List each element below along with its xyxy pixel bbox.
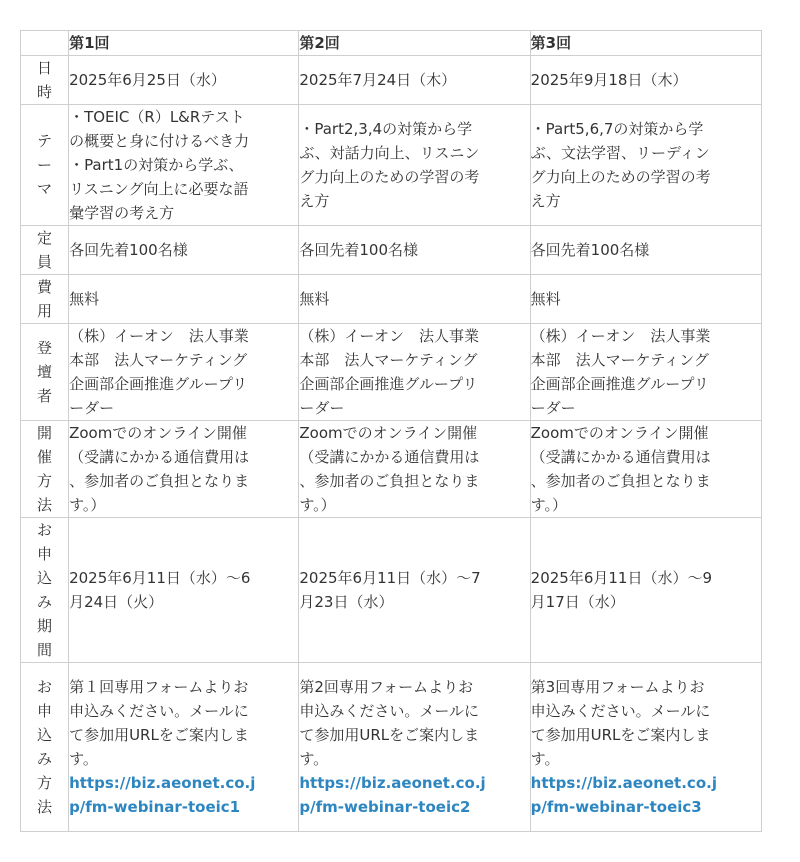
method-cell-session-3: Zoomでのオンライン開催 （受講にかかる通信費用は 、参加者のご負担となりま す。） — [530, 421, 761, 518]
capacity-cell-session-2: 各回先着100名様 — [299, 226, 530, 275]
date-cell-session-2: 2025年7月24日（木） — [299, 56, 530, 105]
period-cell-session-1: 2025年6月11日（水）〜6 月24日（火） — [69, 518, 299, 663]
row-label-theme: テ ー マ — [21, 105, 69, 226]
row-label-application-method: お 申 込 み 方 法 — [21, 663, 69, 832]
row-label-date: 日 時 — [21, 56, 69, 105]
date-cell-session-3: 2025年9月18日（木） — [530, 56, 761, 105]
table-header-row — [21, 31, 762, 56]
table-row-application-method — [21, 663, 762, 832]
method-cell-session-1: Zoomでのオンライン開催 （受講にかかる通信費用は 、参加者のご負担となりま す。） — [69, 421, 299, 518]
table-row-speaker — [21, 324, 762, 421]
theme-cell-session-1: ・TOEIC（R）L&Rテスト の概要と身に付けるべき力 ・Part1の対策から学ぶ、 リスニング向上に必要な語 彙学習の考え方 — [69, 105, 299, 226]
corner-cell — [21, 31, 69, 56]
theme-cell-session-2: ・Part2,3,4の対策から学 ぶ、対話力向上、リスニン グ力向上のための学習の考 え方 — [299, 105, 530, 226]
speaker-cell-session-1: （株）イーオン 法人事業 本部 法人マーケティング 企画部企画推進グループリ ーダー — [69, 324, 299, 421]
column-header-session-2: 第2回 — [299, 31, 530, 56]
apply-text-session-1: 第１回専用フォームよりお 申込みください。メールに て参加用URLをご案内しま す。 — [69, 678, 249, 768]
capacity-cell-session-3: 各回先着100名様 — [530, 226, 761, 275]
row-label-capacity: 定 員 — [21, 226, 69, 275]
column-header-session-3: 第3回 — [530, 31, 761, 56]
form-link-session-3[interactable]: https://biz.aeonet.co.j p/fm-webinar-toeic3 — [530, 774, 717, 816]
date-cell-session-1: 2025年6月25日（水） — [69, 56, 299, 105]
apply-cell-session-2 — [299, 663, 530, 832]
webinar-schedule-table — [20, 30, 762, 832]
table-row-theme — [21, 105, 762, 226]
apply-text-session-3: 第3回専用フォームよりお 申込みください。メールに て参加用URLをご案内しま す。 — [530, 678, 711, 768]
table-row-date — [21, 56, 762, 105]
table-row-fee — [21, 275, 762, 324]
table-row-application-period — [21, 518, 762, 663]
apply-cell-session-3 — [530, 663, 761, 832]
table-row-method — [21, 421, 762, 518]
speaker-cell-session-2: （株）イーオン 法人事業 本部 法人マーケティング 企画部企画推進グループリ ーダー — [299, 324, 530, 421]
capacity-cell-session-1: 各回先着100名様 — [69, 226, 299, 275]
speaker-cell-session-3: （株）イーオン 法人事業 本部 法人マーケティング 企画部企画推進グループリ ーダー — [530, 324, 761, 421]
table-row-capacity — [21, 226, 762, 275]
period-cell-session-3: 2025年6月11日（水）〜9 月17日（水） — [530, 518, 761, 663]
fee-cell-session-1: 無料 — [69, 275, 299, 324]
form-link-session-1[interactable]: https://biz.aeonet.co.j p/fm-webinar-toeic1 — [69, 774, 256, 816]
column-header-session-1: 第1回 — [69, 31, 299, 56]
theme-cell-session-3: ・Part5,6,7の対策から学 ぶ、文法学習、リーディン グ力向上のための学習の考 え方 — [530, 105, 761, 226]
fee-cell-session-3: 無料 — [530, 275, 761, 324]
apply-cell-session-1 — [69, 663, 299, 832]
form-link-session-2[interactable]: https://biz.aeonet.co.j p/fm-webinar-toeic2 — [299, 774, 486, 816]
method-cell-session-2: Zoomでのオンライン開催 （受講にかかる通信費用は 、参加者のご負担となりま す。） — [299, 421, 530, 518]
fee-cell-session-2: 無料 — [299, 275, 530, 324]
period-cell-session-2: 2025年6月11日（水）〜7 月23日（水） — [299, 518, 530, 663]
row-label-speaker: 登 壇 者 — [21, 324, 69, 421]
row-label-method: 開 催 方 法 — [21, 421, 69, 518]
apply-text-session-2: 第2回専用フォームよりお 申込みください。メールに て参加用URLをご案内しま す。 — [299, 678, 480, 768]
row-label-fee: 費 用 — [21, 275, 69, 324]
row-label-application-period: お 申 込 み 期 間 — [21, 518, 69, 663]
